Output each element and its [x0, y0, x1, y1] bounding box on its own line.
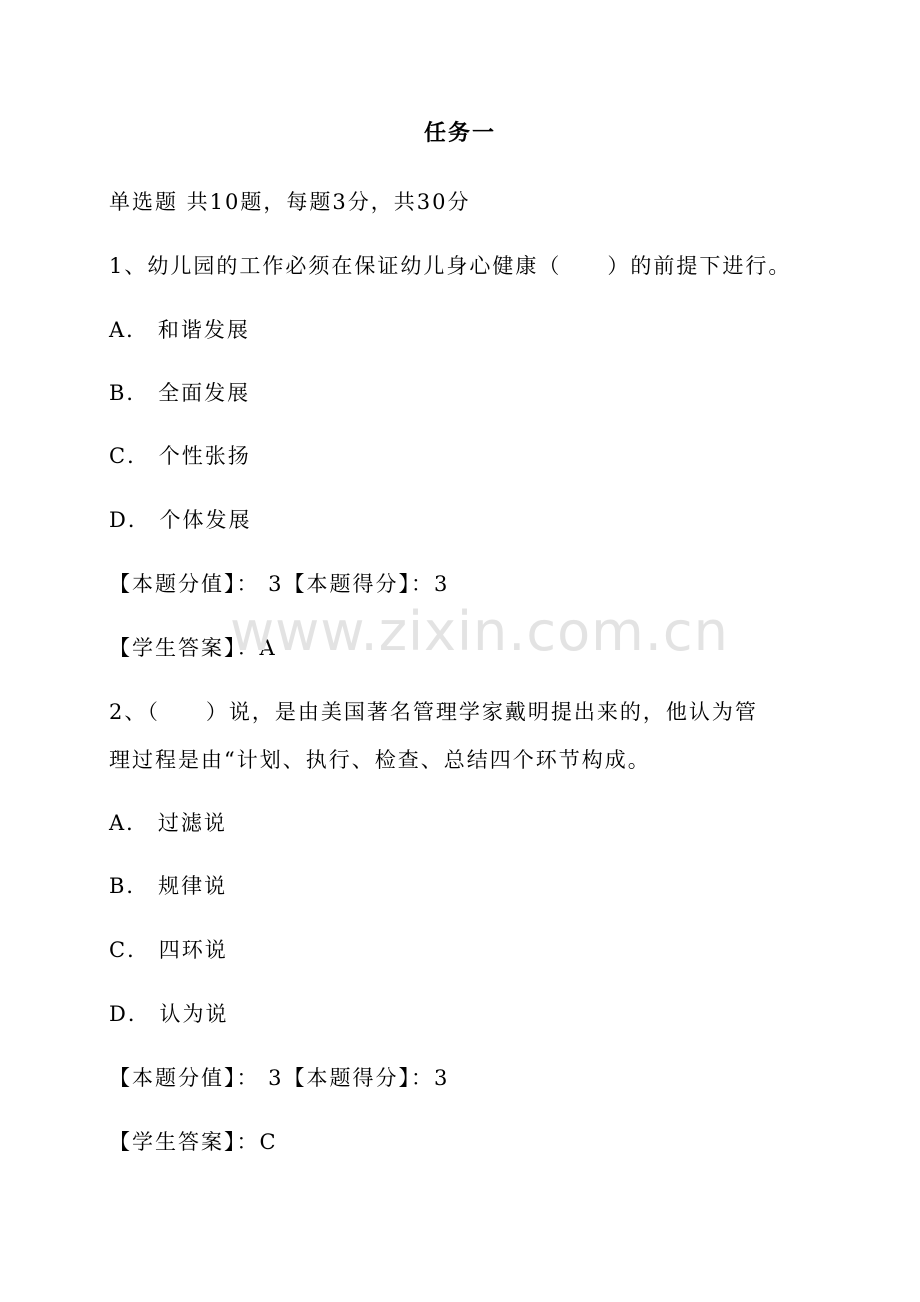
page-title: 任务一 — [423, 121, 496, 146]
question-1-answer: 【学生答案】：A — [109, 636, 277, 660]
question-2-answer: 【学生答案】：C — [109, 1130, 278, 1154]
question-2-option-d: D． 认为说 — [109, 1002, 229, 1026]
question-1-score: 【本题分值】： 3【本题得分】：3 — [109, 572, 450, 596]
question-2-score: 【本题分值】： 3【本题得分】：3 — [109, 1066, 450, 1090]
question-1-option-a: A． 和谐发展 — [109, 318, 250, 342]
watermark: www.zixin.com.cn — [230, 600, 729, 663]
question-2-stem-line-1: 2、（ ）说，是由美国著名管理学家戴明提出来的，他认为管 — [109, 700, 758, 724]
question-1-option-b: B． 全面发展 — [109, 381, 251, 405]
question-2-option-b: B． 规律说 — [109, 874, 228, 898]
question-2-option-a: A． 过滤说 — [109, 811, 227, 835]
question-1-option-d: D． 个体发展 — [109, 508, 252, 532]
question-1-stem: 1、幼儿园的工作必须在保证幼儿身心健康（ ）的前提下进行。 — [109, 254, 792, 278]
section-header: 单选题 共10题，每题3分，共30分 — [109, 190, 471, 214]
question-2-option-c: C． 四环说 — [109, 938, 228, 962]
question-1-option-c: C． 个性张扬 — [109, 444, 251, 468]
question-2-stem-line-2: 理过程是由“计划、执行、检查、总结四个环节构成。 — [109, 748, 651, 772]
